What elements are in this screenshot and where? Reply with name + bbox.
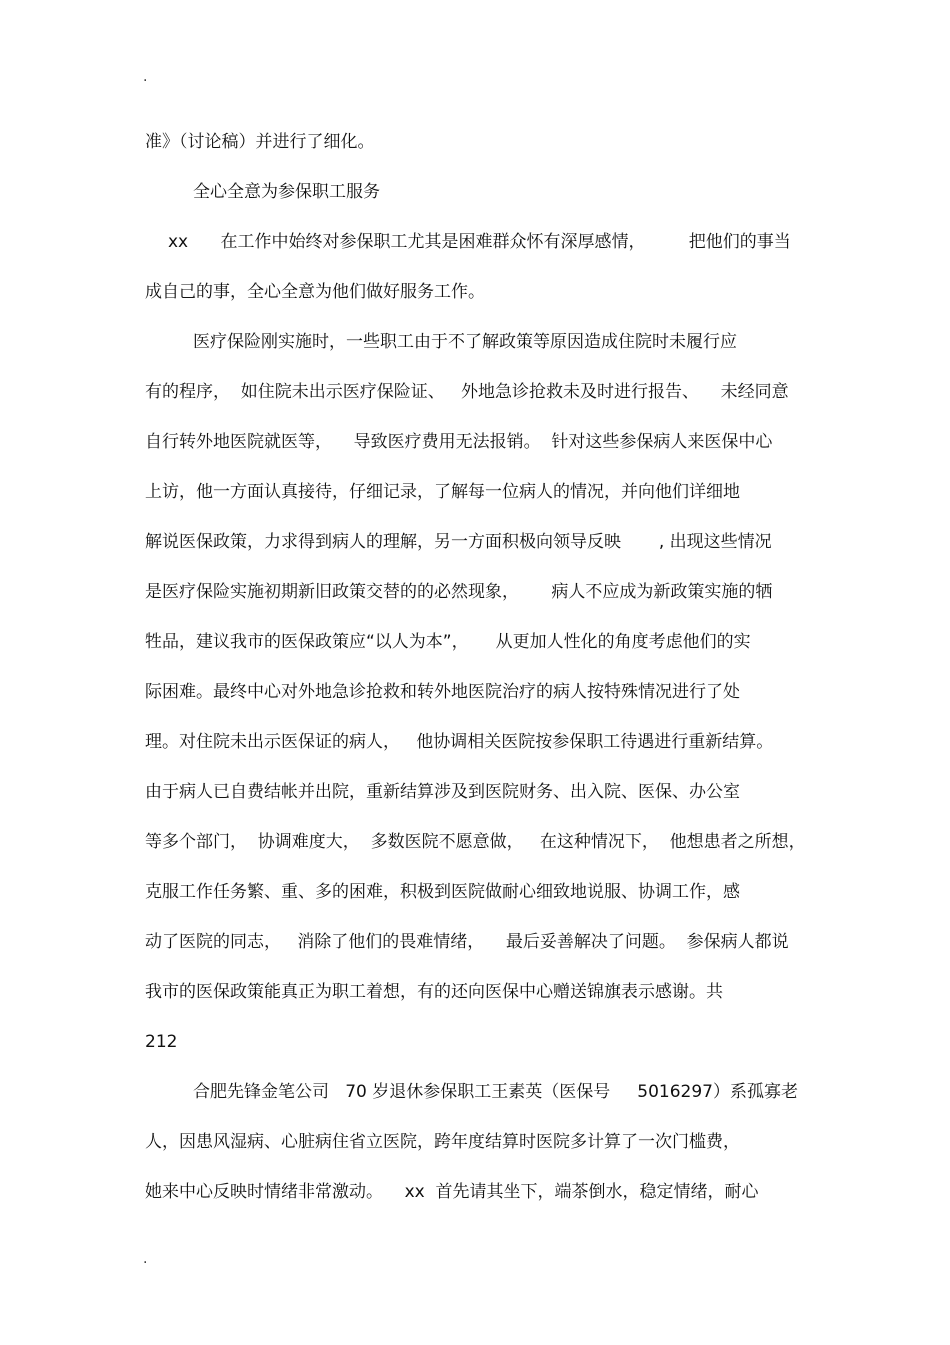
text-line: 由于病人已自费结帐并出院，重新结算涉及到医院财务、出入院、医保、办公室 (145, 782, 740, 802)
text-line: 克服工作任务繁、重、多的困难，积极到医院做耐心细致地说服、协调工作，感 (145, 882, 740, 902)
text-line: xx 在工作中始终对参保职工尤其是困难群众怀有深厚感情， 把他们的事当 (168, 232, 791, 252)
text-line: 自行转外地医院就医等， 导致医疗费用无法报销。 针对这些参保病人来医保中心 (145, 432, 773, 452)
page-marker-top: . (143, 69, 148, 85)
text-line: 解说医保政策，力求得到病人的理解，另一方面积极向领导反映 , 出现这些情况 (145, 532, 772, 552)
section-heading: 全心全意为参保职工服务 (193, 182, 380, 202)
text-line: 理。对住院未出示医保证的病人， 他协调相关医院按参保职工待遇进行重新结算。 (145, 732, 774, 752)
text-line: 有的程序， 如住院未出示医疗保险证、 外地急诊抢救未及时进行报告、 未经同意 (145, 382, 789, 402)
text-line: 合肥先锋金笔公司 70 岁退休参保职工王素英（医保号 5016297）系孤寡老 (193, 1082, 798, 1102)
text-line: 我市的医保政策能真正为职工着想，有的还向医保中心赠送锦旗表示感谢。共 (145, 982, 723, 1002)
text-line: 上访，他一方面认真接待，仔细记录，了解每一位病人的情况，并向他们详细地 (145, 482, 740, 502)
text-line: 她来中心反映时情绪非常激动。 xx 首先请其坐下，端茶倒水，稳定情绪，耐心 (145, 1182, 759, 1202)
text-line: 医疗保险刚实施时，一些职工由于不了解政策等原因造成住院时未履行应 (193, 332, 737, 352)
text-line: 动了医院的同志， 消除了他们的畏难情绪， 最后妥善解决了问题。 参保病人都说 (145, 932, 789, 952)
text-line: 人，因患风湿病、心脏病住省立医院，跨年度结算时医院多计算了一次门槛费， (145, 1132, 740, 1152)
text-line: 是医疗保险实施初期新旧政策交替的的必然现象， 病人不应成为新政策实施的牺 (145, 582, 773, 602)
text-line: 牲品，建议我市的医保政策应“以人为本”， 从更加人性化的角度考虑他们的实 (145, 632, 751, 652)
text-line: 等多个部门， 协调难度大， 多数医院不愿意做， 在这种情况下， 他想患者之所想， (145, 832, 806, 852)
text-line: 准》（讨论稿）并进行了细化。 (145, 132, 375, 152)
text-line: 212 (145, 1032, 178, 1052)
text-line: 际困难。最终中心对外地急诊抢救和转外地医院治疗的病人按特殊情况进行了处 (145, 682, 740, 702)
page-marker-bottom: . (143, 1251, 148, 1267)
text-line: 成自己的事，全心全意为他们做好服务工作。 (145, 282, 485, 302)
